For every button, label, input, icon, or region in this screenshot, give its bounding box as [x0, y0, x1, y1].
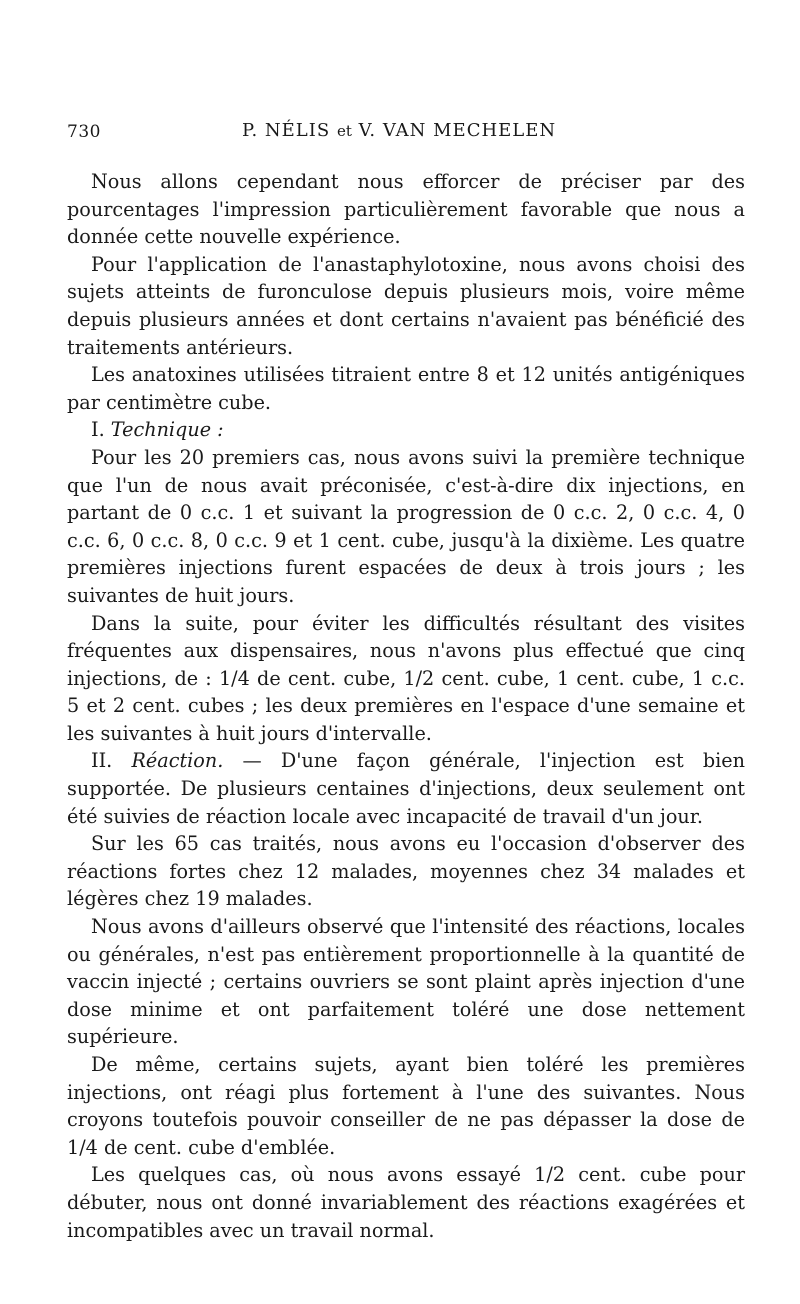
paragraph: Sur les 65 cas traités, nous avons eu l'occasion d'observer des réactions fortes chez 12 malades, moyennes chez 34 malades et légères chez 19 malades.: [67, 832, 745, 911]
author-2: V. VAN MECHELEN: [358, 120, 557, 141]
paragraph: Pour l'application de l'anastaphylotoxine, nous avons choisi des sujets atteints de furonculose depuis plusieurs mois, voire même depuis plusieurs années et dont certains n'avaient pas bénéficié des traitements antérieurs.: [67, 252, 745, 359]
paragraph: Nous avons d'ailleurs observé que l'intensité des réactions, locales ou générales, n'est pas entièrement proportionnelle à la quantité de vaccin injecté ; certains ouvriers se sont plaint après injection d'une dose minime et ont parfaitement toléré une dose nettement supérieure.: [67, 915, 745, 1049]
paragraph: Nous allons cependant nous efforcer de préciser par des pourcentages l'impression particulièrement favorable que nous a donnée cette nouvelle expérience.: [67, 170, 745, 249]
paragraph: Pour les 20 premiers cas, nous avons suivi la première technique que l'un de nous avait préconisée, c'est-à-dire dix injections, en partant de 0 c.c. 1 et suivant la progression de 0 c.c. 2, 0 c.c. 4, 0 c.c. 6, 0 c.c. 8, 0 c.c. 9 et 1 cent. cube, jusqu'à la dixième. Les quatre premières injections furent espacées de deux à trois jours ; les suivantes de huit jours.: [67, 445, 745, 607]
section-title: Réaction.: [131, 749, 224, 773]
section-text: — D'une façon générale, l'injection est bien supportée. De plusieurs centaines d'injections, deux seulement ont été suivies de réaction locale avec incapacité de travail d'un jour.: [67, 749, 745, 828]
section-heading: [67, 416, 745, 444]
author-1: P. NÉLIS: [242, 120, 331, 141]
running-title: [242, 120, 556, 141]
paragraph: Les anatoxines utilisées titraient entre 8 et 12 unités antigéniques par centimètre cube.: [67, 363, 745, 414]
section-paragraph: [67, 747, 745, 830]
author-conjunction: et: [336, 122, 352, 140]
paragraph: De même, certains sujets, ayant bien toléré les premières injections, ont réagi plus fortement à l'une des suivantes. Nous croyons toutefois pouvoir conseiller de ne pas dépasser la dose de 1/4 de cent. cube d'emblée.: [67, 1053, 745, 1159]
section-number: II.: [91, 749, 113, 773]
body-text: [67, 168, 745, 1244]
page-number: 730: [67, 122, 101, 142]
running-header: [67, 112, 745, 144]
section-title: Technique :: [110, 418, 224, 442]
section-number: I.: [91, 418, 105, 442]
document-page: [67, 112, 745, 1244]
paragraph: Dans la suite, pour éviter les difficultés résultant des visites fréquentes aux dispensaires, nous n'avons plus effectué que cinq injections, de : 1/4 de cent. cube, 1/2 cent. cube, 1 cent. cube, 1 c.c. 5 et 2 cent. cubes ; les deux premières en l'espace d'une semaine et les suivantes à huit jours d'intervalle.: [67, 611, 745, 745]
paragraph: Les quelques cas, où nous avons essayé 1/2 cent. cube pour débuter, nous ont donné invariablement des réactions exagérées et incompatibles avec un travail normal.: [67, 1163, 745, 1242]
